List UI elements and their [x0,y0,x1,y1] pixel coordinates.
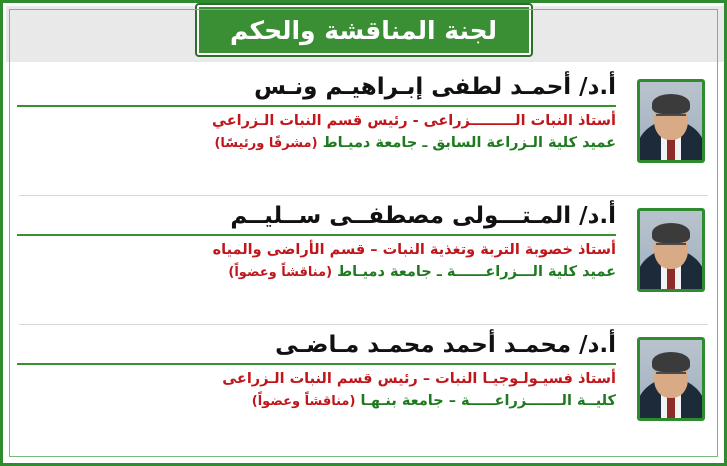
divider [17,105,616,107]
divider [17,234,616,236]
list-item [13,325,714,453]
member-title-line-1: أستاذ فسيـولـوجيـا النبات – رئيس قسم النبات الـزراعى [222,370,616,387]
avatar [637,79,705,163]
list-item [13,67,714,195]
avatar-tie [667,138,675,160]
member-role: (مشرفًا ورئيسًا) [214,135,318,151]
avatar-tie [667,396,675,418]
member-name: أ.د/ أحمـد لطفى إبـراهيـم ونـس [254,74,616,100]
member-text-block [13,73,622,154]
avatar-wrapper [632,202,710,292]
member-title-line-1: أستاذ النبات الـــــــــزراعى - رئيس قسم النبات الـزراعي [212,112,616,129]
member-title-line-2 [17,133,616,155]
member-title-line-1: أستاذ خصوبة التربة وتغذية النبات – قسم الأراضى والمياه [212,241,616,258]
member-name: أ.د/ المـتـــولى مصطفــى ســليــم [230,203,616,229]
avatar-wrapper [632,73,710,163]
member-title-line-2 [17,262,616,284]
avatar-glasses [656,243,686,253]
avatar-glasses [656,114,686,124]
avatar-hair [652,352,690,372]
committee-list [13,67,714,455]
member-affiliation: عميد كلية الـزراعة السابق ـ جامعة دميـاط [322,134,616,151]
divider [17,363,616,365]
member-affiliation: كليــة الـــــــزراعـــــة – جامعة بنـهـا [360,392,616,409]
page-title: لجنة المناقشة والحكم [229,15,498,45]
list-item [13,196,714,324]
member-role: (مناقشاً وعضواً) [251,393,356,409]
avatar-hair [652,94,690,114]
member-text-block [13,331,622,412]
avatar-wrapper [632,331,710,421]
member-text-block [13,202,622,283]
member-name: أ.د/ محمـد أحمد محمـد مـاضـى [275,332,616,358]
avatar [637,337,705,421]
member-title-line-2 [17,391,616,413]
avatar [637,208,705,292]
avatar-tie [667,267,675,289]
page-title-ribbon [197,5,531,55]
avatar-hair [652,223,690,243]
member-role: (مناقشاً وعضواً) [228,264,333,280]
avatar-glasses [656,372,686,382]
member-affiliation: عميد كلية الـــزراعــــــة ـ جامعة دميـاط [337,263,616,280]
